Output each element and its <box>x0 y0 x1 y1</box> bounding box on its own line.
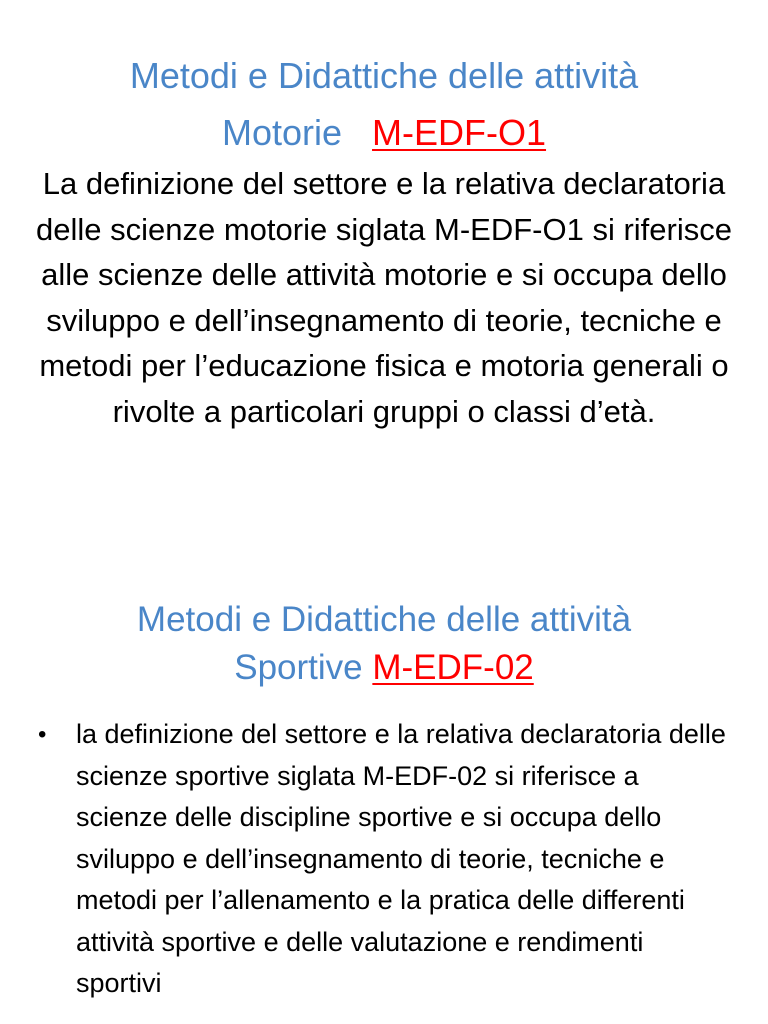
bullet-icon: • <box>38 721 47 748</box>
section1-code: M-EDF-O1 <box>372 112 547 153</box>
bullet-text: la definizione del settore e la relativa declaratoria delle scienze sportive siglata M-EDF-02 si riferisce a scienze delle discipline sportive e si occupa dello sviluppo e dell’insegnamento di teorie, tecniche e metodi per l’allenamento e la pratica delle differenti attività sportive e delle valutazione e rendimenti sportivi <box>76 719 726 998</box>
section2-title-prefix: Sportive <box>234 648 363 687</box>
section2-code: M-EDF-02 <box>372 648 534 687</box>
list-item <box>38 714 728 1005</box>
section1-body: La definizione del settore e la relativa declaratoria delle scienze motorie siglata M-EDF-O1 si riferisce alle scienze delle attività motorie e si occupa dello sviluppo e dell’insegnamento di teorie, tecniche e metodi per l’educazione fisica e motoria generali o rivolte a particolari gruppi o classi d’età. <box>36 166 732 429</box>
section1-title-prefix: Motorie <box>221 112 343 153</box>
section1-title-line1: Metodi e Didattiche delle attività <box>129 55 639 96</box>
section1-title <box>0 47 768 161</box>
section2-title-line1: Metodi e Didattiche delle attività <box>136 600 632 639</box>
section2-bullet-list <box>38 714 728 1005</box>
section2-title <box>0 596 768 692</box>
